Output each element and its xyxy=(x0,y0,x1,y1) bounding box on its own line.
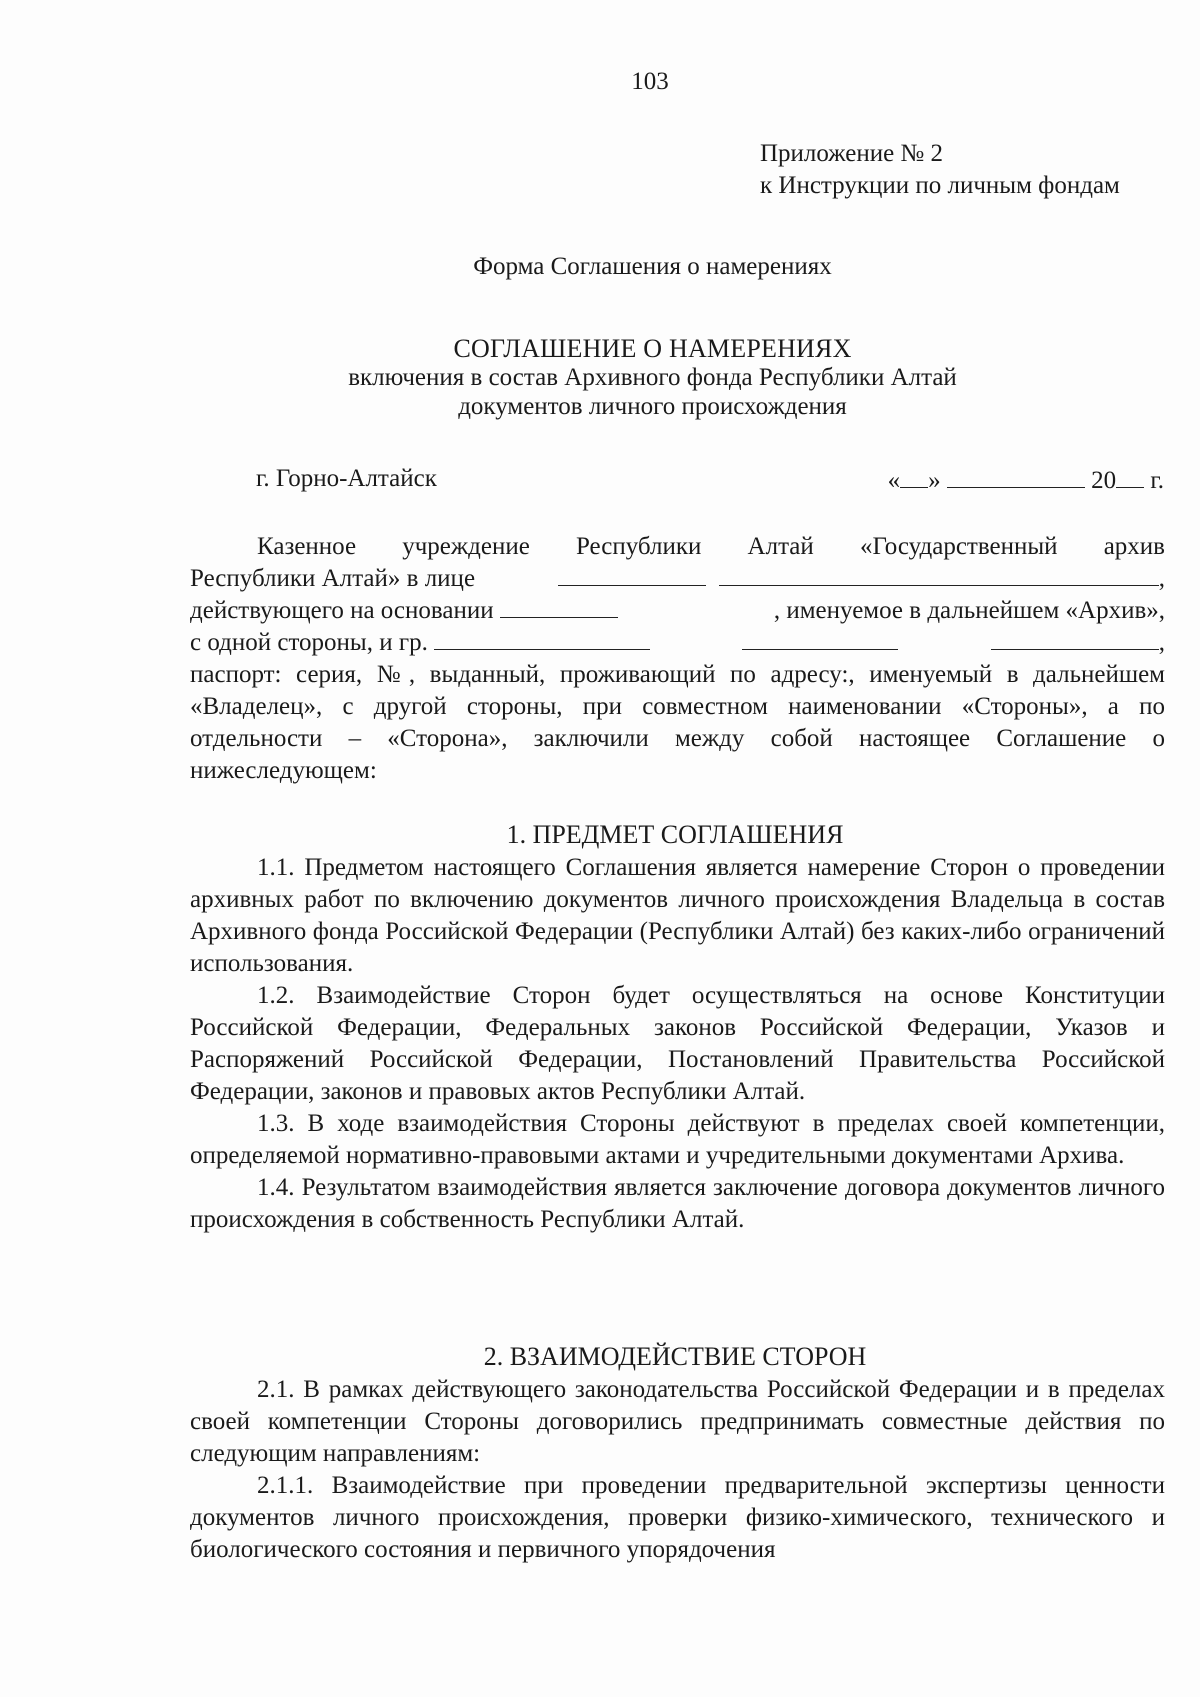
clause-1-3: 1.3. В ходе взаимодействия Стороны действуют в пределах своей компетенции, определяемой нормативно-правовыми актами и учредительными документами Архива. xyxy=(190,1110,1165,1169)
section-1-body xyxy=(190,852,1165,1236)
clause-2-1-1: 2.1.1. Взаимодействие при проведении предварительной экспертизы ценности документов личного происхождения, проверки физико-химического, технического и биологического состояния и первичного упорядочения xyxy=(190,1472,1165,1563)
preamble-line-4: с одной стороны, и гр. , xyxy=(190,629,1165,656)
date-quote-open: « xyxy=(887,467,901,494)
citizen-surname-blank xyxy=(434,627,650,650)
preamble-line-2: Республики Алтай» в лице , xyxy=(190,563,1165,595)
year-prefix: 20 xyxy=(1091,467,1117,494)
section-2-body xyxy=(190,1374,1165,1566)
representative-name-blank xyxy=(719,563,1159,586)
preamble-word: Республики xyxy=(575,533,702,560)
day-blank xyxy=(900,465,928,488)
preamble-rest: паспорт: серия, №, выданный, проживающий по адресу:, именуемый в дальнейшем «Владелец», с другой стороны, при совместном наименовании «Стороны», а по отдельности – «Сторона», заключили между собой настоящее Соглашение о нижеследующем: xyxy=(190,661,1165,784)
document-title-subtitle-1: включения в состав Архивного фонда Республики Алтай xyxy=(348,364,957,391)
clause-1-2: 1.2. Взаимодействие Сторон будет осуществляться на основе Конституции Российской Федерации, Федеральных законов Российской Федерации, Указов и Распоряжений Российской Федерации, Постановлений Правительства Российской Федерации, законов и правовых актов Республики Алтай. xyxy=(190,982,1165,1105)
document-title xyxy=(0,334,1200,421)
preamble-line-1 xyxy=(190,531,1165,563)
section-1-heading: 1. ПРЕДМЕТ СОГЛАШЕНИЯ xyxy=(506,820,844,849)
clause-2-1: 2.1. В рамках действующего законодательства Российской Федерации и в пределах своей компетенции Стороны договорились предпринимать совместные действия по следующим направлениям: xyxy=(190,1376,1165,1467)
appendix-number: Приложение № 2 xyxy=(760,140,944,167)
city: г. Горно-Алтайск xyxy=(256,465,437,492)
preamble-text: действующего на основании xyxy=(190,597,494,624)
form-title: Форма Соглашения о намерениях xyxy=(473,253,832,280)
preamble-word: Казенное xyxy=(257,533,357,560)
appendix-reference xyxy=(760,138,1120,202)
section-2-heading: 2. ВЗАИМОДЕЙСТВИЕ СТОРОН xyxy=(483,1342,867,1371)
preamble-word: «Государственный xyxy=(859,533,1058,560)
preamble-text: , именуемое в дальнейшем «Архив», xyxy=(773,597,1165,624)
representative-position-blank xyxy=(558,563,706,586)
date-quote-close: » xyxy=(928,467,941,494)
preamble-word: учреждение xyxy=(402,533,530,560)
year-suffix: г. xyxy=(1144,467,1164,494)
preamble-word: архив xyxy=(1103,533,1165,560)
clause-1-4: 1.4. Результатом взаимодействия является заключение договора документов личного происхождения в собственность Республики Алтай. xyxy=(190,1174,1165,1233)
page-number: 103 xyxy=(631,68,669,95)
document-title-main: СОГЛАШЕНИЕ О НАМЕРЕНИЯХ xyxy=(453,334,852,363)
appendix-instruction: к Инструкции по личным фондам xyxy=(760,172,1120,199)
month-blank xyxy=(947,465,1085,488)
preamble xyxy=(190,531,1165,787)
citizen-patronymic-blank xyxy=(991,627,1159,650)
preamble-word: Алтай xyxy=(747,533,814,560)
basis-blank xyxy=(500,595,618,618)
year-blank xyxy=(1116,465,1144,488)
preamble-text: с одной стороны, и гр. xyxy=(190,629,428,656)
preamble-line-3 xyxy=(190,595,1165,627)
citizen-name-blank xyxy=(742,627,898,650)
preamble-text: Республики Алтай» в лице xyxy=(190,565,476,592)
date-field xyxy=(888,465,1164,495)
document-title-subtitle-2: документов личного происхождения xyxy=(458,393,847,420)
clause-1-1: 1.1. Предметом настоящего Соглашения является намерение Сторон о проведении архивных работ по включению документов личного происхождения Владельца в состав Архивного фонда Российской Федерации (Республики Алтай) без каких-либо ограничений использования. xyxy=(190,854,1165,977)
